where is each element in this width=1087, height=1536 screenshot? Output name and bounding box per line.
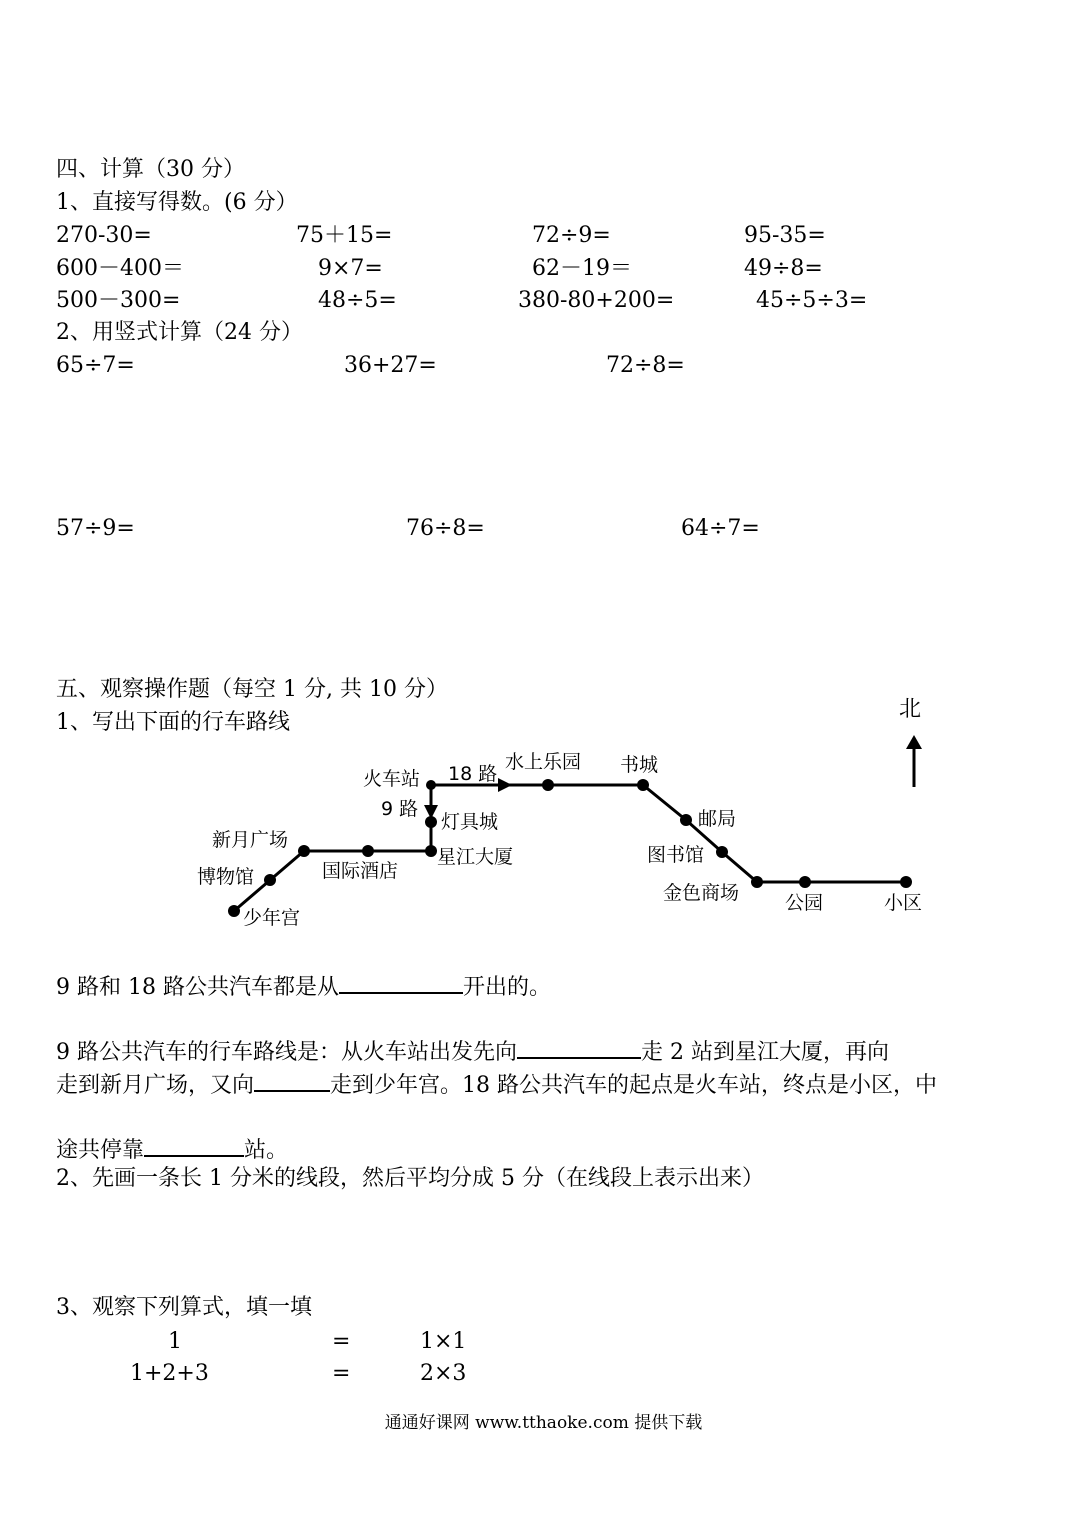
answer-blank[interactable]	[517, 1035, 641, 1059]
station-xingjiang: 星江大厦	[437, 846, 514, 868]
answer-blank[interactable]	[254, 1068, 330, 1092]
vertical-calc-item: 57÷9=	[56, 516, 135, 541]
calc-item: 75＋15=	[296, 223, 393, 248]
station-dot	[426, 780, 436, 790]
footer-credit: 通通好课网 www.tthaoke.com 提供下载	[384, 1413, 703, 1433]
station-book: 书城	[620, 754, 659, 776]
q1-title: 1、直接写得数。(6 分）	[56, 190, 298, 215]
station-dot	[425, 816, 437, 828]
pattern-equals: =	[332, 1329, 351, 1354]
bus-route-map	[0, 680, 1087, 940]
station-lamp: 灯具城	[441, 811, 499, 833]
station-dot	[900, 876, 912, 888]
calc-item: 270-30=	[56, 223, 152, 248]
calc-item: 49÷8=	[744, 256, 823, 281]
calc-item: 48÷5=	[318, 288, 397, 313]
fill-text: 9 路和 18 路公共汽车都是从	[56, 975, 339, 1000]
station-park: 公园	[785, 892, 824, 914]
station-dot	[425, 845, 437, 857]
station-water: 水上乐园	[505, 751, 582, 773]
vertical-calc-item: 65÷7=	[56, 353, 135, 378]
fill-text: 站。	[244, 1138, 289, 1163]
station-dot	[264, 874, 276, 886]
section4-title: 四、计算（30 分）	[56, 157, 245, 182]
fill-text: 开出的。	[462, 975, 551, 1000]
fill-text: 走到新月广场，又向	[56, 1073, 255, 1098]
calc-item: 95-35=	[744, 223, 826, 248]
q2-title: 2、用竖式计算（24 分）	[56, 320, 303, 345]
north-arrowhead-icon	[906, 735, 922, 749]
calc-item: 500－300=	[56, 288, 181, 313]
calc-item: 600－400＝	[56, 256, 184, 281]
pattern-right: 2×3	[420, 1361, 467, 1386]
q1-route-title: 1、写出下面的行车路线	[56, 710, 290, 735]
station-dot	[542, 779, 554, 791]
north-label: 北	[899, 697, 922, 722]
station-post: 邮局	[698, 808, 737, 830]
pattern-left: 1+2+3	[130, 1361, 209, 1386]
station-dot	[228, 905, 240, 917]
station-community: 小区	[884, 892, 923, 914]
route-18-arrowhead-icon	[498, 778, 512, 792]
calc-item: 9×7=	[318, 256, 383, 281]
fill-question-2-line1	[56, 1035, 889, 1067]
pattern-right: 1×1	[420, 1329, 467, 1354]
vertical-calc-item: 72÷8=	[606, 353, 685, 378]
q3-title: 3、观察下列算式，填一填	[56, 1295, 312, 1320]
route-9-label: 9 路	[381, 798, 419, 820]
station-museum: 博物馆	[197, 866, 255, 888]
station-dot	[751, 876, 763, 888]
vertical-calc-item: 76÷8=	[406, 516, 485, 541]
fill-question-2-line3	[56, 1133, 288, 1165]
station-dot	[362, 845, 374, 857]
fill-text: 走到少年宫。18 路公共汽车的起点是火车站，终点是小区，中	[330, 1073, 938, 1098]
station-xinyue: 新月广场	[212, 829, 289, 851]
calc-item: 62－19＝	[532, 256, 632, 281]
station-library: 图书馆	[647, 844, 705, 866]
pattern-equals: =	[332, 1361, 351, 1386]
station-jinse: 金色商场	[663, 882, 740, 904]
station-dot	[716, 846, 728, 858]
fill-text: 9 路公共汽车的行车路线是：从火车站出发先向	[56, 1040, 517, 1065]
station-dot	[298, 845, 310, 857]
fill-question-1	[56, 970, 551, 1002]
calc-item: 45÷5÷3=	[756, 288, 868, 313]
fill-question-2-line2	[56, 1068, 937, 1100]
calc-item: 380-80+200=	[518, 288, 675, 313]
station-dot	[799, 876, 811, 888]
answer-blank[interactable]	[339, 970, 463, 994]
station-hotel: 国际酒店	[322, 860, 399, 882]
pattern-left: 1	[168, 1329, 182, 1354]
station-train: 火车站	[363, 768, 421, 790]
fill-text: 途共停靠	[56, 1138, 145, 1163]
route-18-label: 18 路	[448, 763, 498, 785]
station-dot	[637, 779, 649, 791]
answer-blank[interactable]	[144, 1133, 244, 1157]
vertical-calc-item: 64÷7=	[681, 516, 760, 541]
q2-draw-title: 2、先画一条长 1 分米的线段，然后平均分成 5 分（在线段上表示出来）	[56, 1166, 764, 1191]
fill-text: 走 2 站到星江大厦，再向	[641, 1040, 889, 1065]
calc-item: 72÷9=	[532, 223, 611, 248]
station-dot	[680, 814, 692, 826]
vertical-calc-item: 36+27=	[344, 353, 437, 378]
section5-title: 五、观察操作题（每空 1 分, 共 10 分）	[56, 677, 448, 702]
station-youth: 少年宫	[243, 907, 301, 929]
